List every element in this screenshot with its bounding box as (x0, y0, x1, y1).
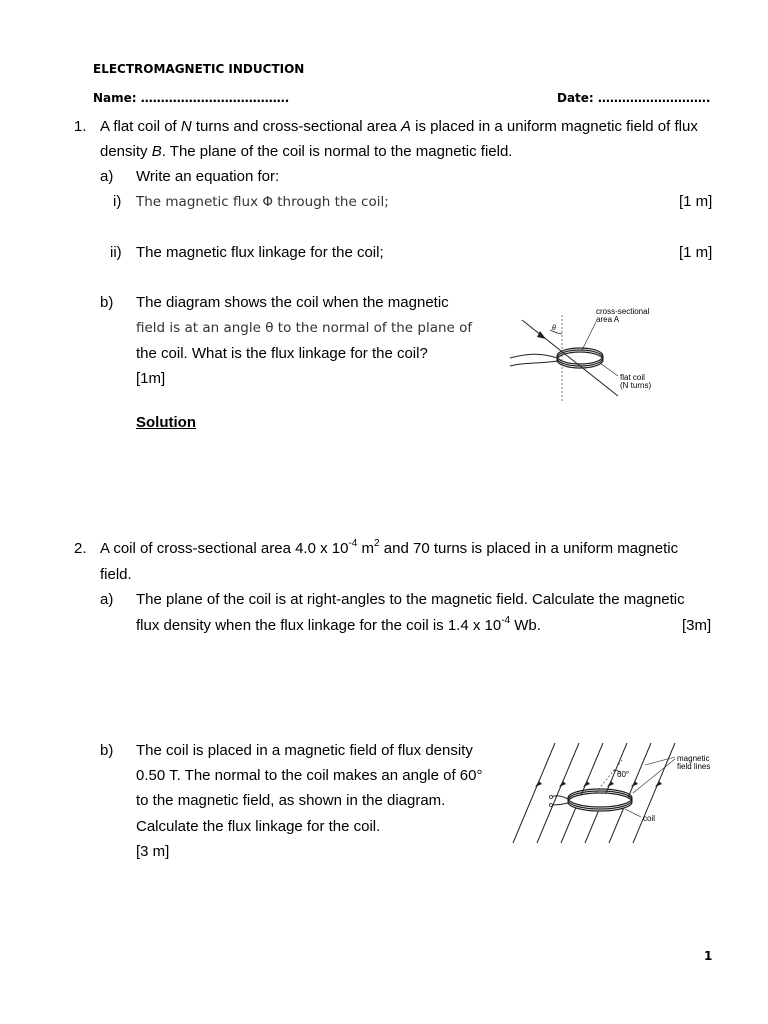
q2-b-label: b) (100, 742, 114, 759)
q1-line-1: A flat coil of N turns and cross-sectional area A is placed in a uniform magnetic field of flux (100, 118, 698, 135)
q2-b-marks: [3 m] (136, 843, 170, 860)
angle-60-label: 60° (617, 770, 630, 779)
q2-a-line-2: flux density when the flux linkage for the coil is 1.4 x $10^{-4}$ Wb. (136, 615, 541, 634)
coil-ring (568, 793, 632, 811)
field-line-5 (609, 743, 651, 843)
q1-ai-label: i) (113, 193, 122, 210)
arrow-head-icon (655, 781, 662, 787)
q1-aii-marks: [1 m] (679, 244, 713, 261)
field-lines-pointer (645, 757, 675, 765)
coil-label-2: (N turns) (620, 381, 652, 390)
coil-label-1: flat coil (620, 373, 645, 382)
area-label-2: area A (596, 315, 620, 324)
q1-number: 1. (74, 118, 87, 135)
q2-b-line-4: Calculate the flux linkage for the coil. (136, 818, 381, 835)
q2-number: 2. (74, 540, 87, 557)
date-field-label: Date: ………………………. (557, 91, 711, 105)
arrow-head-icon (583, 781, 590, 787)
arrow-head-icon (535, 781, 542, 787)
q2-a-marks: [3m] (682, 617, 712, 634)
angle-theta-label: θ (552, 325, 556, 332)
q1-b-marks: [1m] (136, 370, 166, 387)
flat-coil-diagram (500, 300, 690, 410)
q1-b-label: b) (100, 294, 114, 311)
field-lines-label-2: field lines (677, 762, 711, 771)
q1-a-label: a) (100, 168, 114, 185)
coil-lead-2 (510, 361, 557, 366)
coil-pointer-line (600, 363, 618, 376)
coil-label: coil (643, 814, 656, 823)
field-lines-diagram (505, 735, 730, 850)
area-pointer-line (582, 322, 596, 350)
area-label-1: cross-sectional (596, 307, 650, 316)
q1-line-2: density B. The plane of the coil is normal to the magnetic field. (100, 143, 513, 160)
name-field-label: Name: ………………………………. (93, 91, 290, 105)
q1-aii-label: ii) (110, 244, 122, 261)
q2-a-line-1: The plane of the coil is at right-angles to the magnetic field. Calculate the magnetic (136, 591, 685, 608)
q2-b-line-3: to the magnetic field, as shown in the diagram. (136, 792, 446, 809)
page-number: 1 (704, 949, 713, 963)
q1-aii-text: The magnetic flux linkage for the coil; (136, 244, 384, 261)
lead-terminal (550, 796, 553, 799)
q2-line-2: field. (100, 566, 132, 583)
q1-b-line-1: The diagram shows the coil when the magnetic (136, 294, 449, 311)
q2-a-label: a) (100, 591, 114, 608)
q1-solution-heading: Solution (136, 414, 196, 431)
arrow-head-icon (559, 781, 566, 787)
q1-b-line-3: the coil. What is the flux linkage for the coil? (136, 345, 428, 362)
q2-line-1: A coil of cross-sectional area 4.0 x $10^{-4}$ $m^2$ and 70 turns is placed in a uniform magnetic (100, 538, 679, 557)
lead-terminal (550, 804, 553, 807)
q1-a-text: Write an equation for: (136, 168, 280, 185)
q1-ai-text: The magnetic flux Φ through the coil; (136, 194, 389, 210)
worksheet-title: ELECTROMAGNETIC INDUCTION (93, 62, 305, 76)
q2-b-line-1: The coil is placed in a magnetic field of flux density (136, 742, 473, 759)
q1-ai-marks: [1 m] (679, 193, 713, 210)
field-lines-label-1: magnetic (677, 754, 710, 763)
q1-b-line-2: field is at an angle θ to the normal of the plane of (136, 320, 473, 336)
field-line-1 (513, 743, 555, 843)
coil-lead-1 (551, 796, 568, 799)
field-lines-pointer-2 (633, 759, 675, 793)
coil-pointer-line (625, 809, 641, 817)
coil-lead-1 (510, 354, 557, 358)
arrow-head-icon (607, 781, 614, 787)
arrow-head-icon (537, 331, 546, 339)
field-line-6 (633, 743, 675, 843)
arrow-head-icon (631, 781, 638, 787)
q2-b-line-2: 0.50 T. The normal to the coil makes an angle of 60° (136, 767, 483, 784)
